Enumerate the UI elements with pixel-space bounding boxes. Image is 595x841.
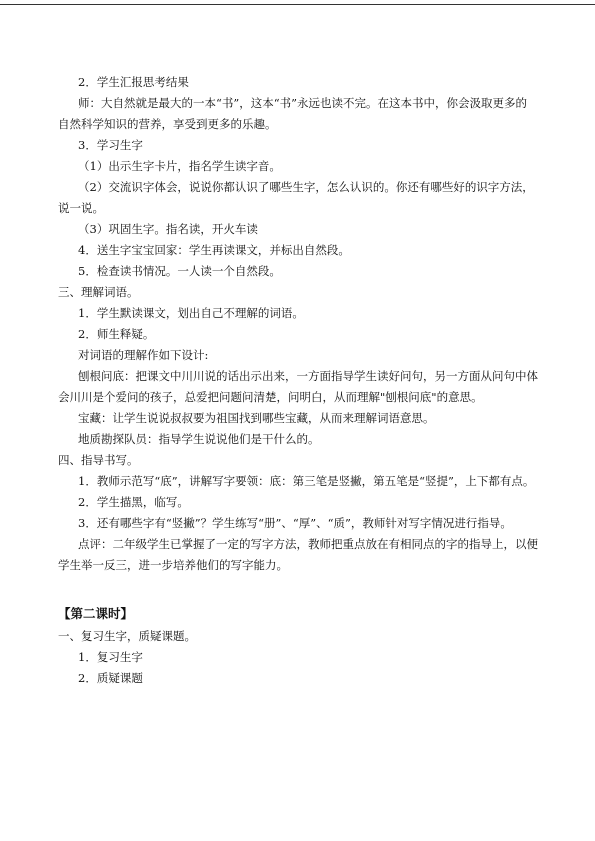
step-trace-copy: 2．学生描黑，临写。 xyxy=(78,495,189,509)
step-review-characters: 1．复习生字 xyxy=(78,650,143,664)
teacher-remark: 师：大自然就是最大的一本“书”，这本“书”永远也读不完。在这本书中，你会汲取更多的自然科学知识的营养，享受到更多的乐趣。 xyxy=(58,96,528,131)
word-paogen: 刨根问底：把课文中川川说的话出示出来，一方面指导学生读好问句，另一方面从问句中体会川川是个爱问的孩子，总爱把问题问清楚，问明白，从而理解"刨根问底"的意思。 xyxy=(58,369,538,404)
step-question-title: 2．质疑课题 xyxy=(78,671,143,685)
step-vertical-stroke: 3．还有哪些字有“竖撇”？学生练写“册”、“厚”、“质”，教师针对写字情况进行指导。 xyxy=(78,516,512,530)
step-report-results: 2．学生汇报思考结果 xyxy=(78,75,189,89)
spacer xyxy=(58,576,538,588)
section-review: 一、复习生字，质疑课题。 xyxy=(58,629,196,643)
word-geologist: 地质勘探队员：指导学生说说他们是干什么的。 xyxy=(78,432,320,446)
step-learn-characters: 3．学习生字 xyxy=(78,138,143,152)
section-writing-guidance: 四、指导书写。 xyxy=(58,453,139,467)
section-understand-words: 三、理解词语。 xyxy=(58,285,139,299)
lesson-two-heading: 【第二课时】 xyxy=(58,606,134,621)
substep-show-cards: （1）出示生字卡片，指名学生读字音。 xyxy=(78,159,281,173)
word-baozang: 宝藏：让学生说说叔叔要为祖国找到哪些宝藏，从而来理解词语意思。 xyxy=(78,411,435,425)
step-check-reading: 5．检查读书情况。一人读一个自然段。 xyxy=(78,264,281,278)
step-send-home: 4．送生字宝宝回家：学生再读课文，并标出自然段。 xyxy=(78,243,350,257)
step-teacher-demo: 1．教师示范写“底”，讲解写字要领：底：第三笔是竖撇，第五笔是“竖提”，上下都有点。 xyxy=(78,474,535,488)
commentary: 点评：二年级学生已掌握了一定的写字方法，教师把重点放在有相同点的字的指导上，以便学生举一反三，进一步培养他们的写字能力。 xyxy=(58,537,538,572)
document-body xyxy=(58,72,538,689)
header-rule xyxy=(0,4,595,5)
substep-consolidate: （3）巩固生字。指名读，开火车读 xyxy=(78,222,258,236)
step-silent-reading: 1．学生默读课文，划出自己不理解的词语。 xyxy=(78,306,304,320)
step-clarify: 2．师生释疑。 xyxy=(78,327,155,341)
word-design-intro: 对词语的理解作如下设计: xyxy=(78,348,209,362)
substep-share-experience: （2）交流识字体会，说说你都认识了哪些生字，怎么认识的。你还有哪些好的识字方法，说一说。 xyxy=(58,180,534,215)
